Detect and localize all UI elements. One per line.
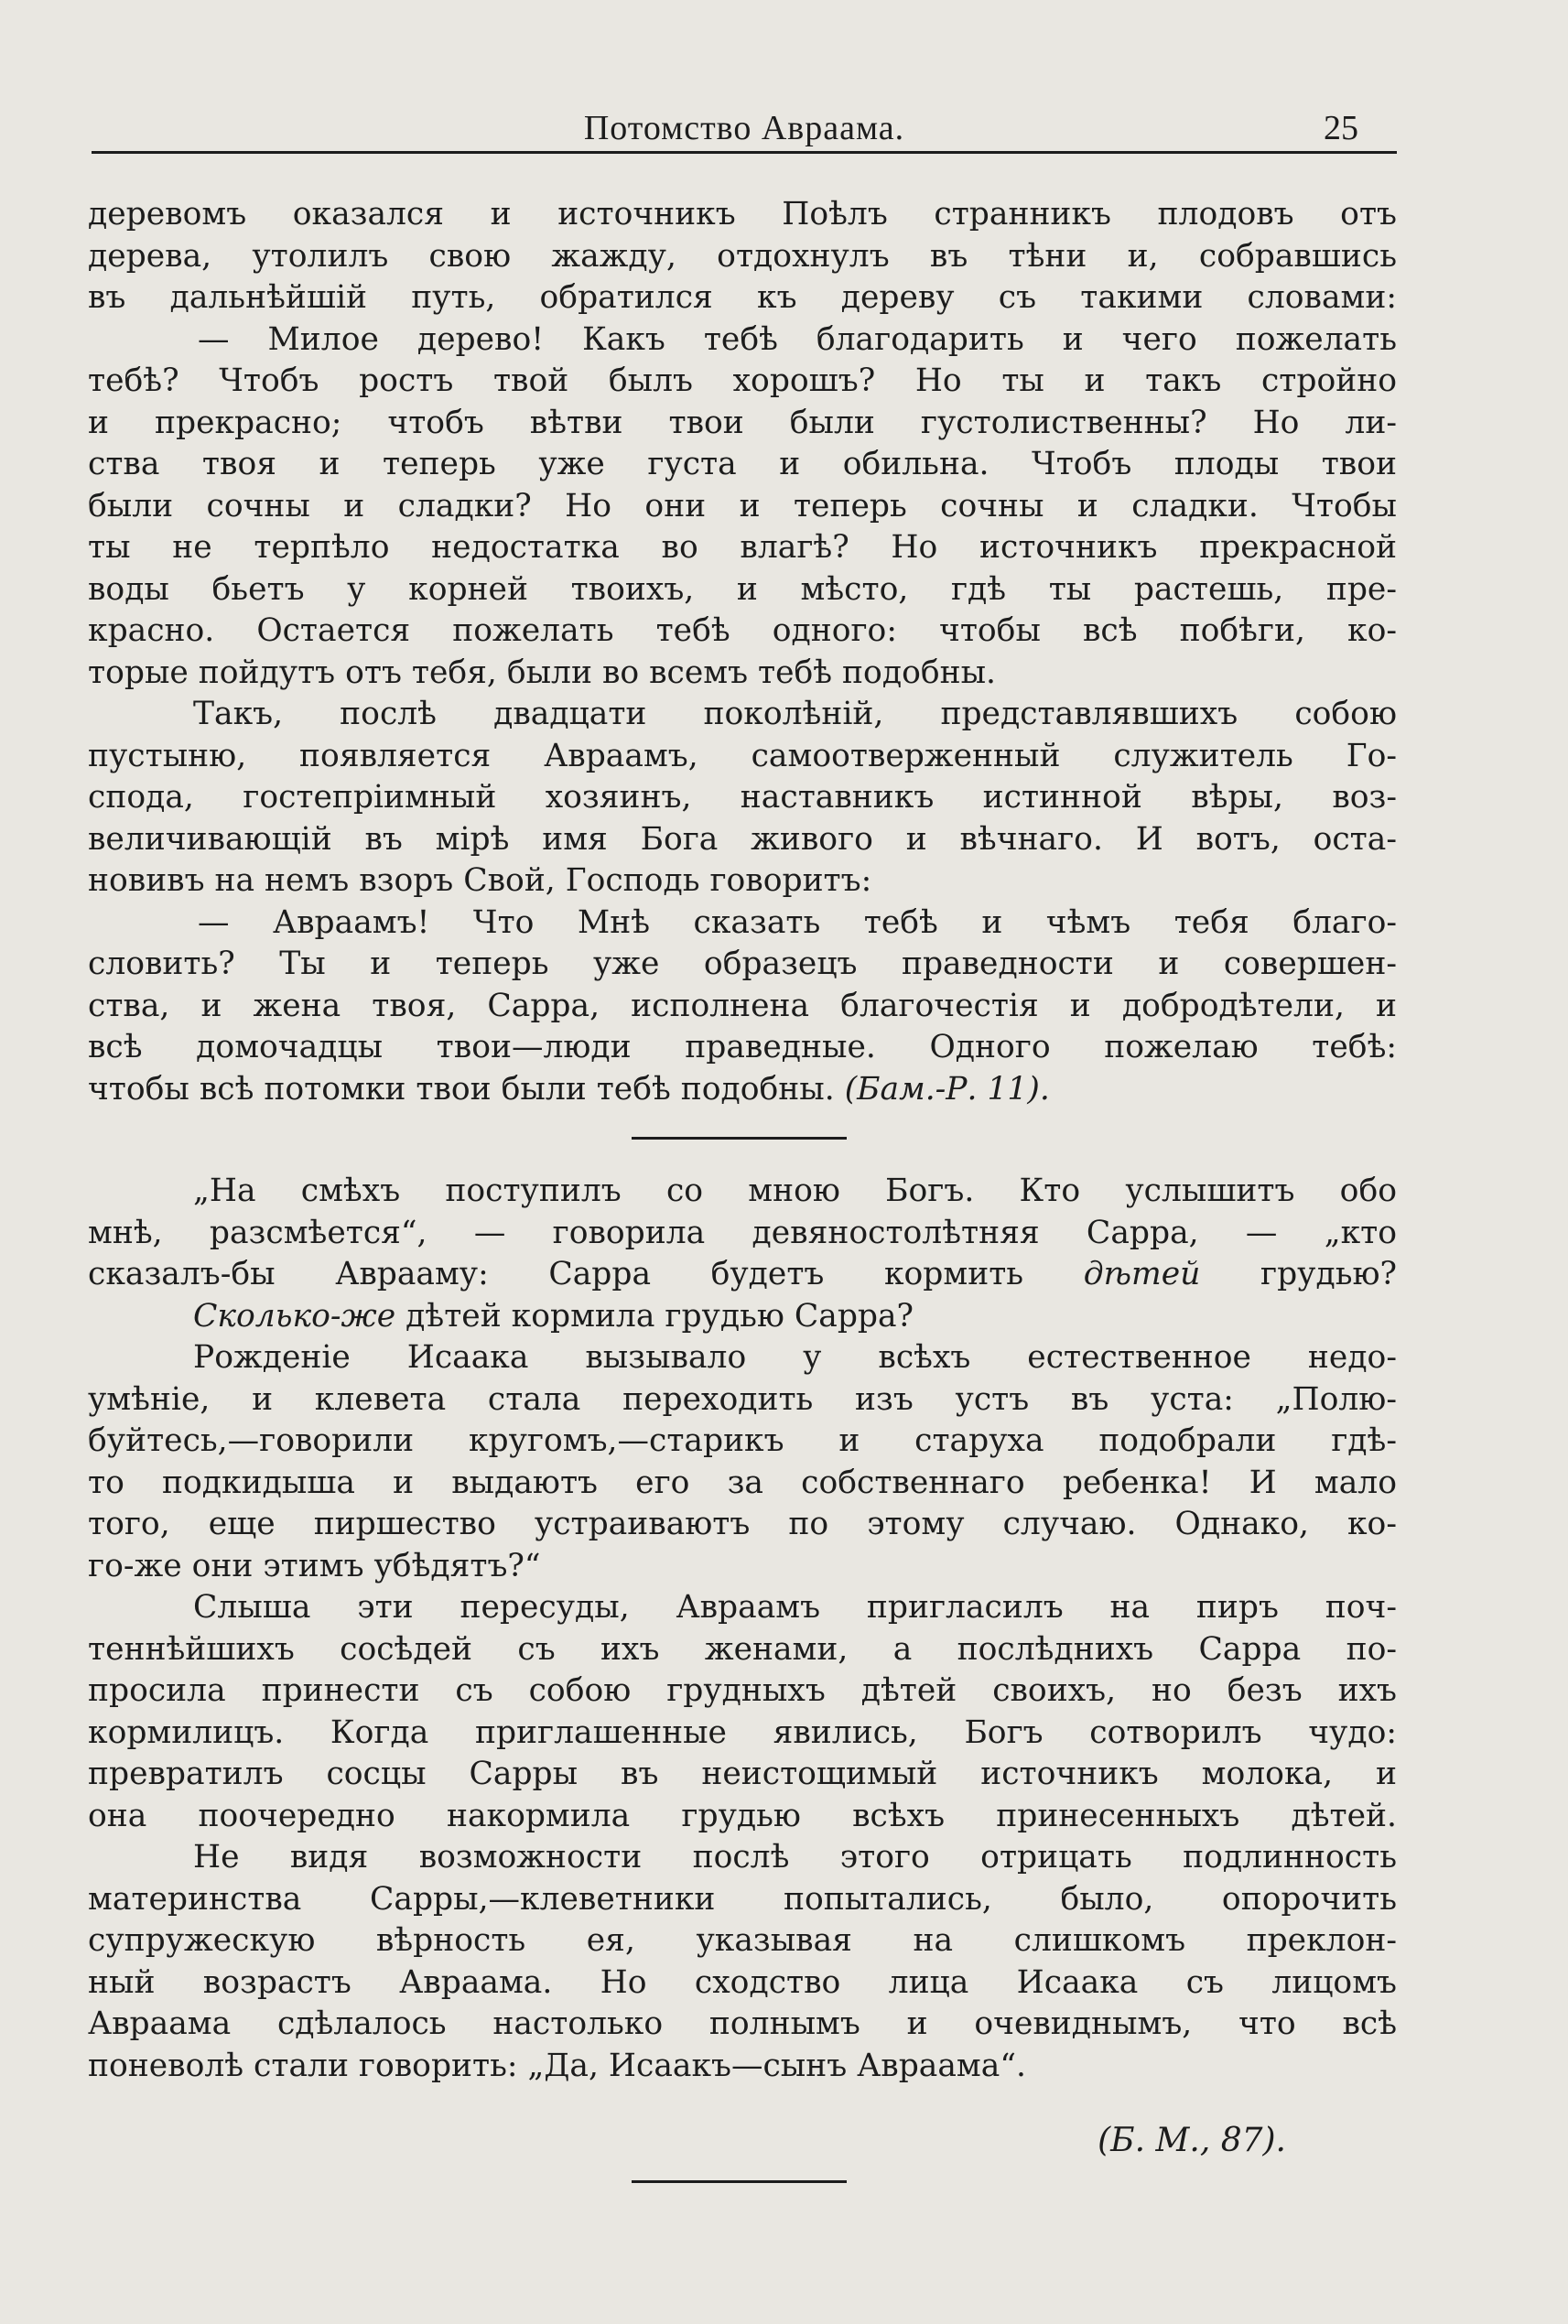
section-divider — [632, 2180, 847, 2183]
text-line: спода, гостепріимный хозяинъ, наставникъ истинной вѣры, воз- — [88, 779, 1397, 816]
text-line: того, еще пиршество устраиваютъ по этому случаю. Однако, ко- — [88, 1506, 1397, 1542]
text-line: пустыню, появляется Авраамъ, самоотверженный служитель Го- — [88, 737, 1397, 774]
text-fragment: сказалъ-бы Аврааму: Сарра будетъ кормить — [88, 1256, 1024, 1292]
text-line: Авраама сдѣлалось настолько полнымъ и очевиднымъ, что всѣ — [88, 2005, 1397, 2042]
text-fragment: дѣтей кормила грудью Сарра? — [406, 1297, 914, 1335]
page-title: Потомство Авраама. — [583, 109, 905, 147]
text-line: тебѣ? Чтобъ ростъ твой былъ хорошъ? Но ты и такъ стройно — [88, 362, 1397, 399]
text-line: го-же они этимъ убѣдятъ?“ — [88, 1547, 541, 1584]
text-line: превратилъ сосцы Сарры въ неистощимый источникъ молока, и — [88, 1756, 1397, 1792]
text-line: — Милое дерево! Какъ тебѣ благодарить и чего пожелать — [198, 320, 1397, 358]
text-line: ный возрастъ Авраама. Но сходство лица Исаака съ лицомъ — [88, 1963, 1397, 2001]
text-fragment: чтобы всѣ потомки твои были тебѣ подобны. — [88, 1070, 835, 1108]
text-line: Не видя возможности послѣ этого отрицать подлинность — [193, 1839, 1397, 1875]
text-line: Слыша эти пересуды, Авраамъ пригласилъ на пиръ поч- — [193, 1589, 1397, 1626]
text-line: она поочередно накормила грудью всѣхъ принесенныхъ дѣтей. — [88, 1797, 1397, 1834]
text-line: торые пойдутъ отъ тебя, были во всемъ тебѣ подобны. — [88, 654, 997, 691]
text-line: воды бьетъ у корней твоихъ, и мѣсто, гдѣ ты растешь, пре- — [88, 570, 1397, 608]
text-line: мнѣ, разсмѣется“, — говорила девяностолѣтняя Сарра, — „кто — [88, 1214, 1397, 1251]
source-citation: (Б. М., 87). — [1098, 2122, 1286, 2159]
text-line: кормилицъ. Когда приглашенные явились, Богъ сотворилъ чудо: — [88, 1713, 1397, 1751]
text-line: ты не терпѣло недостатка во влагѣ? Но источникъ прекрасной — [88, 529, 1397, 566]
text-line: — Авраамъ! Что Мнѣ сказать тебѣ и чѣмъ тебя благо- — [198, 903, 1397, 941]
text-line: буйтесь,—говорили кругомъ,—старикъ и старуха подобрали гдѣ- — [88, 1422, 1397, 1459]
text-line: Рожденіе Исаака вызывало у всѣхъ естественное недо- — [193, 1339, 1397, 1376]
text-line — [88, 1069, 1397, 1111]
text-line: всѣ домочадцы твои—люди праведные. Одного пожелаю тебѣ: — [88, 1029, 1397, 1065]
text-line: материнства Сарры,—клеветники попытались, было, опорочить — [88, 1880, 1397, 1918]
section-1-text — [88, 194, 1397, 1110]
text-line: красно. Остается пожелать тебѣ одного: чтобы всѣ побѣги, ко- — [88, 612, 1397, 649]
page-number: 25 — [1324, 109, 1358, 147]
section-2-text — [88, 1171, 1397, 2087]
italic-word: дѣтей — [1083, 1256, 1201, 1292]
text-line: въ дальнѣйшій путь, обратился къ дереву съ такими словами: — [88, 279, 1397, 316]
text-line: словить? Ты и теперь уже образецъ праведности и совершен- — [88, 946, 1397, 982]
text-line: супружескую вѣрность ея, указывая на слишкомъ преклон- — [88, 1922, 1397, 1959]
text-line: „На смѣхъ поступилъ со мною Богъ. Кто услышитъ обо — [193, 1173, 1397, 1209]
text-line: деревомъ оказался и источникъ Поѣлъ странникъ плодовъ отъ — [88, 196, 1397, 232]
text-line: просила принести съ собою грудныхъ дѣтей своихъ, но безъ ихъ — [88, 1672, 1397, 1709]
header-rule — [92, 151, 1397, 154]
text-line: дерева, утолилъ свою жажду, отдохнулъ въ тѣни и, собравшись — [88, 237, 1397, 275]
text-line: величивающій въ мірѣ имя Бога живого и вѣчнаго. И вотъ, оста- — [88, 820, 1397, 858]
section-divider — [632, 1137, 847, 1140]
text-line: теннѣйшихъ сосѣдей съ ихъ женами, а послѣднихъ Сарра по- — [88, 1630, 1397, 1668]
text-line: новивъ на немъ взоръ Свой, Господь говоритъ: — [88, 862, 872, 899]
text-line: то подкидыша и выдаютъ его за собственнаго ребенка! И мало — [88, 1464, 1397, 1501]
text-line: ства, и жена твоя, Сарра, исполнена благочестія и добродѣтели, и — [88, 987, 1397, 1024]
text-line: умѣніе, и клевета стала переходить изъ устъ въ уста: „Полю- — [88, 1380, 1397, 1418]
running-header — [92, 108, 1397, 154]
source-citation: (Бам.-Р. 11). — [844, 1070, 1050, 1108]
text-line: поневолѣ стали говорить: „Да, Исаакъ—сынъ Авраама“. — [88, 2047, 1026, 2084]
text-fragment: грудью? — [1260, 1256, 1398, 1292]
text-line — [88, 1254, 1397, 1296]
italic-phrase: Сколько-же — [193, 1297, 396, 1335]
text-line: были сочны и сладки? Но они и теперь сочны и сладки. Чтобы — [88, 487, 1397, 524]
text-line: Такъ, послѣ двадцати поколѣній, представлявшихъ собою — [193, 696, 1397, 732]
text-line: и прекрасно; чтобъ вѣтви твои были густолиственны? Но ли- — [88, 404, 1397, 441]
text-line: ства твоя и теперь уже густа и обильна. Чтобъ плоды твои — [88, 446, 1397, 482]
text-line — [88, 1296, 1397, 1338]
